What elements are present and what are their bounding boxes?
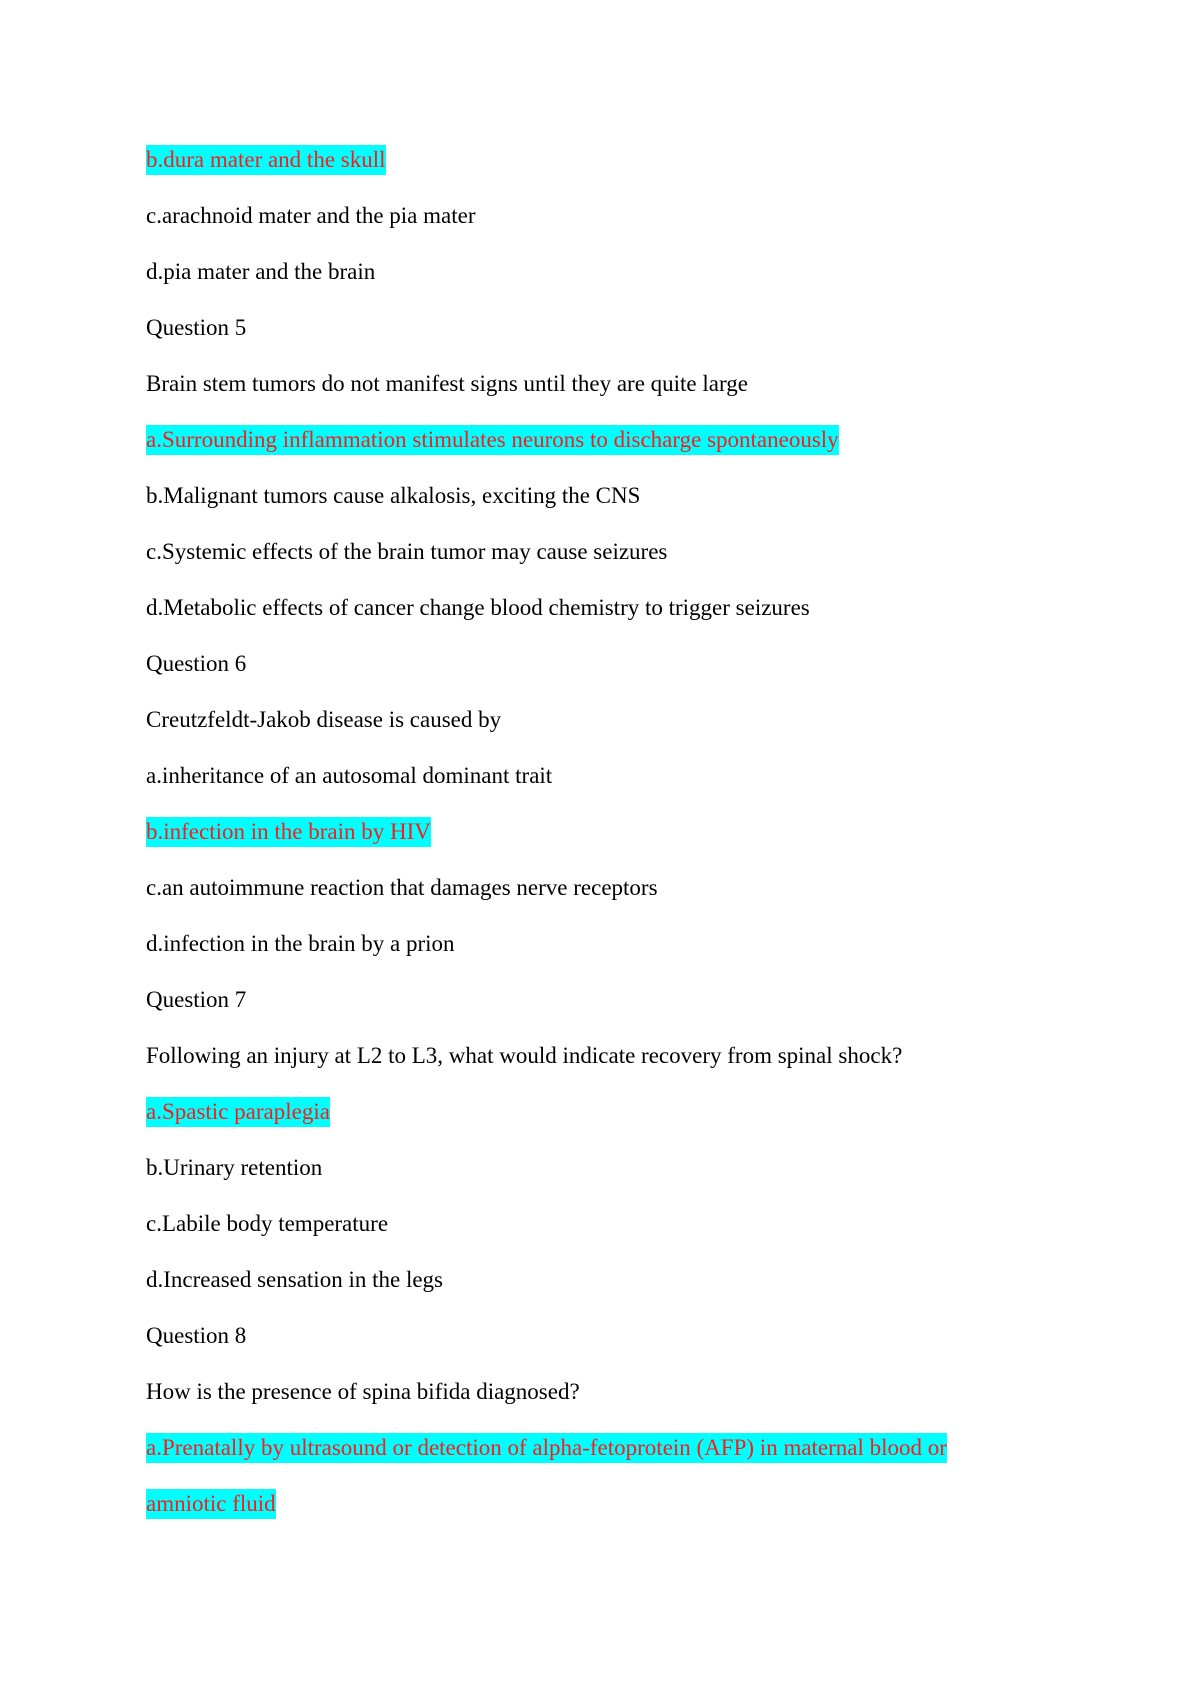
question-prompt: [146, 702, 501, 738]
question-heading: [146, 646, 246, 682]
answer-option: [146, 198, 476, 234]
line-text: a.inheritance of an autosomal dominant trait: [146, 763, 553, 788]
line-text: c.an autoimmune reaction that damages nerve receptors: [146, 875, 658, 900]
answer-option: [146, 590, 810, 626]
line-text: b.Urinary retention: [146, 1155, 323, 1180]
answer-option: [146, 254, 375, 290]
line-text: b.infection in the brain by HIV: [146, 817, 431, 847]
answer-option-highlighted: [146, 814, 431, 850]
line-text: Question 5: [146, 315, 247, 340]
answer-option: [146, 478, 640, 514]
line-text: How is the presence of spina bifida diagnosed?: [146, 1379, 580, 1404]
line-text: Following an injury at L2 to L3, what would indicate recovery from spinal shock?: [146, 1043, 903, 1068]
line-text: d.infection in the brain by a prion: [146, 931, 455, 956]
line-text: a.Surrounding inflammation stimulates neurons to discharge spontaneously: [146, 425, 839, 455]
question-prompt: [146, 1374, 580, 1410]
line-text: Creutzfeldt-Jakob disease is caused by: [146, 707, 502, 732]
line-text: d.Metabolic effects of cancer change blood chemistry to trigger seizures: [146, 595, 810, 620]
answer-option: [146, 1262, 443, 1298]
answer-option: [146, 870, 658, 906]
answer-option-highlighted: [146, 1486, 276, 1522]
answer-option-highlighted: [146, 1094, 330, 1130]
line-text: b.Malignant tumors cause alkalosis, exciting the CNS: [146, 483, 641, 508]
question-heading: [146, 1318, 246, 1354]
line-text: b.dura mater and the skull: [146, 145, 386, 175]
line-text: c.Systemic effects of the brain tumor may cause seizures: [146, 539, 668, 564]
line-text: Question 8: [146, 1323, 247, 1348]
line-text: d.pia mater and the brain: [146, 259, 376, 284]
line-text: c.Labile body temperature: [146, 1211, 389, 1236]
answer-option: [146, 534, 667, 570]
answer-option: [146, 1150, 322, 1186]
answer-option: [146, 1206, 388, 1242]
answer-option-highlighted: [146, 422, 839, 458]
line-text: a.Prenatally by ultrasound or detection of alpha-fetoprotein (AFP) in maternal blood or: [146, 1433, 947, 1463]
line-text: Question 6: [146, 651, 247, 676]
line-text: amniotic fluid: [146, 1489, 276, 1519]
answer-option-highlighted: [146, 1430, 947, 1466]
line-text: a.Spastic paraplegia: [146, 1097, 330, 1127]
answer-option: [146, 758, 552, 794]
question-prompt: [146, 366, 748, 402]
answer-option: [146, 926, 455, 962]
question-heading: [146, 310, 246, 346]
line-text: d.Increased sensation in the legs: [146, 1267, 443, 1292]
answer-option-highlighted: [146, 142, 386, 178]
question-prompt: [146, 1038, 902, 1074]
line-text: Question 7: [146, 987, 247, 1012]
line-text: Brain stem tumors do not manifest signs until they are quite large: [146, 371, 748, 396]
line-text: c.arachnoid mater and the pia mater: [146, 203, 476, 228]
question-heading: [146, 982, 246, 1018]
